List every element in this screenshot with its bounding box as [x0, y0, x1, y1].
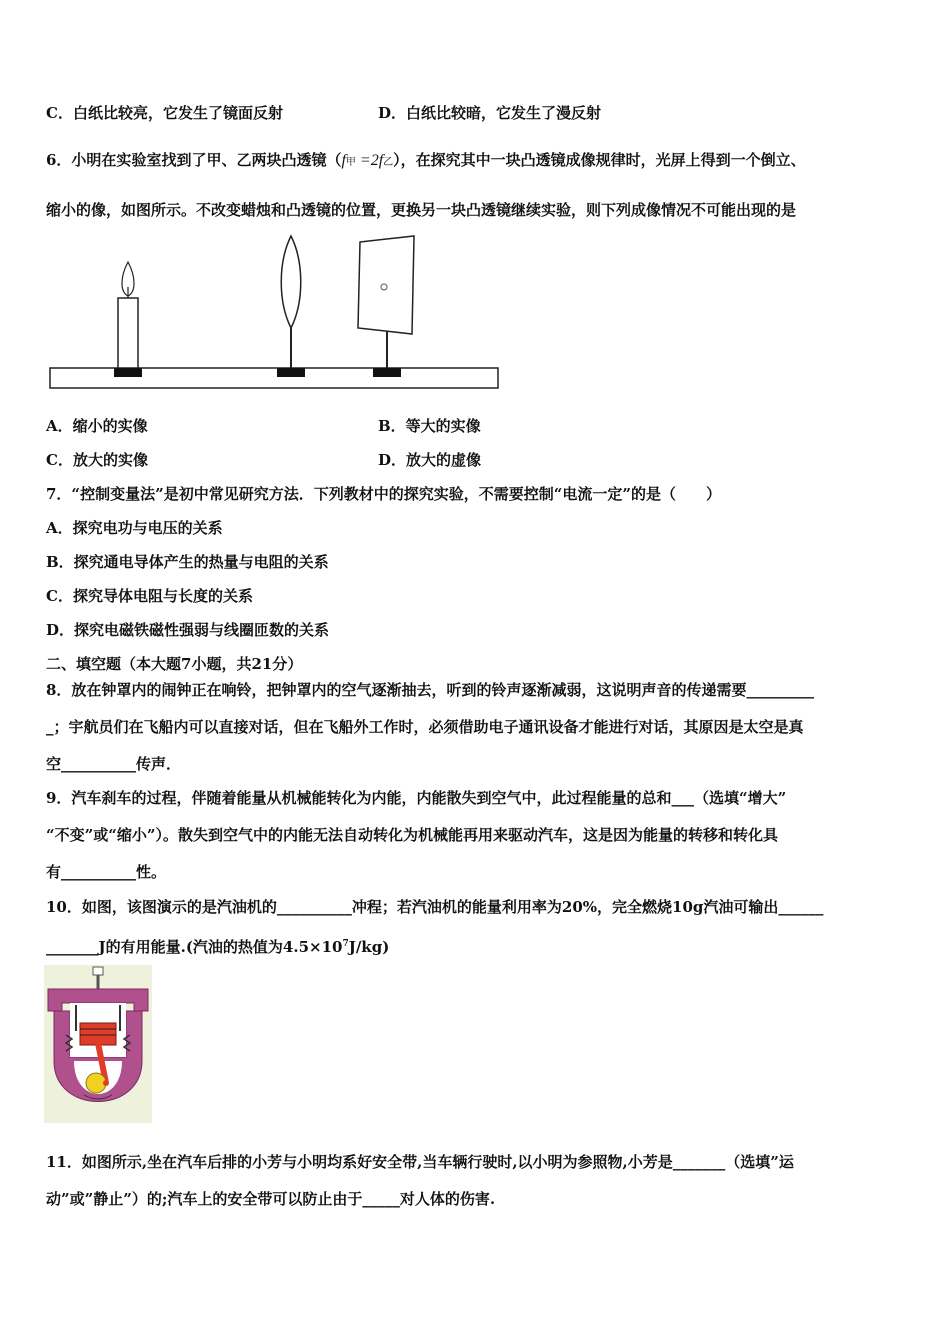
- q7-option-d: D．探究电磁铁磁性强弱与线圈匝数的关系: [46, 621, 330, 639]
- q5-option-c: C．白纸比较亮，它发生了镜面反射: [46, 104, 283, 122]
- q8-line2: _；宇航员们在飞船内可以直接对话，但在飞船外工作时，必须借助电子通讯设备才能进行对话，其原因是太空是真: [46, 718, 804, 736]
- q7-stem: 7．“控制变量法”是初中常见研究方法．下列教材中的探究实验，不需要控制“电流一定”的是（ ）: [46, 485, 721, 503]
- q6-option-d: D．放大的虚像: [378, 451, 482, 469]
- q7-option-c: C．探究导体电阻与长度的关系: [46, 587, 253, 605]
- convex-lens: [281, 236, 301, 328]
- q11-line2: 动”或”静止”）的;汽车上的安全带可以防止由于_____对人体的伤害.: [46, 1190, 496, 1208]
- q6-stem-a: 6．小明在实验室找到了甲、乙两块凸透镜（: [46, 151, 342, 169]
- q9-line3: 有__________性。: [46, 863, 167, 881]
- q6-option-a: A．缩小的实像: [46, 417, 148, 435]
- candle: [118, 298, 138, 368]
- q7-option-a: A．探究电功与电压的关系: [46, 519, 223, 537]
- q9-line2: “不变”或“缩小”）。散失到空气中的内能无法自动转化为机械能再用来驱动汽车，这是因为能量的转移和转化具: [46, 826, 779, 844]
- q6-stem-line2: 缩小的像，如图所示。不改变蜡烛和凸透镜的位置，更换另一块凸透镜继续实验，则下列成像情况不可能出现的是: [46, 201, 797, 219]
- q9-line1: 9．汽车刹车的过程，伴随着能量从机械能转化为内能，内能散失到空气中，此过程能量的总和___（选填“增大”: [46, 789, 787, 807]
- spark-plug-icon: [93, 967, 103, 975]
- q11-line1: 11．如图所示,坐在汽车后排的小芳与小明均系好安全带,当车辆行驶时,以小明为参照物,小芳是_______（选填”运: [46, 1153, 794, 1171]
- q8-line3: 空__________传声．: [46, 755, 182, 773]
- q6-stem-b: ），在探究其中一块凸透镜成像规律时，光屏上得到一个倒立、: [393, 151, 806, 169]
- q6-stem-line1: [46, 150, 806, 173]
- q7-option-b: B．探究通电导体产生的热量与电阻的关系: [46, 553, 329, 571]
- q5-option-d: D．白纸比较暗，它发生了漫反射: [378, 104, 602, 122]
- lens-experiment-figure: [46, 232, 504, 392]
- section-title: 二、填空题（本大题7小题，共21分）: [46, 655, 303, 673]
- q6-formula: f甲 =2f乙: [341, 152, 394, 169]
- q6-option-c: C．放大的实像: [46, 451, 148, 469]
- piston: [80, 1023, 116, 1045]
- gasoline-engine-figure: [44, 965, 152, 1123]
- q8-line1: 8．放在钟罩内的闹钟正在响铃，把钟罩内的空气逐渐抽去，听到的铃声逐渐减弱，这说明声音的传递需要_________: [46, 681, 814, 699]
- q10-line1: 10．如图，该图演示的是汽油机的__________冲程；若汽油机的能量利用率为20%，完全燃烧10g汽油可输出______: [46, 898, 824, 916]
- q10-line2: _______J的有用能量.(汽油的热值为$4.5\times 10^7J/kg$): [46, 938, 390, 956]
- q6-option-b: B．等大的实像: [378, 417, 481, 435]
